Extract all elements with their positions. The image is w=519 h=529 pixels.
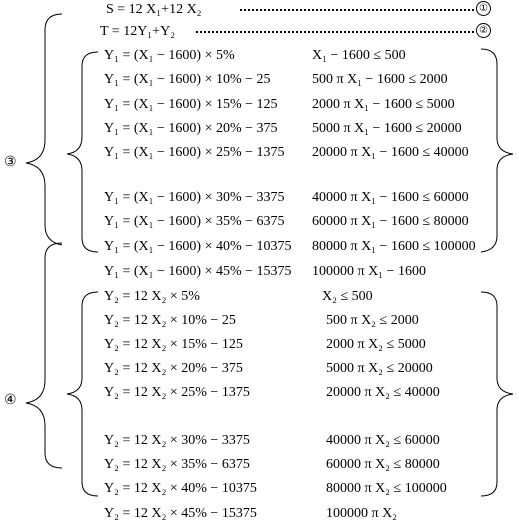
y2-formula: Y₂ = 12 X₂ × 45% − 15375 <box>104 506 257 521</box>
y1-condition: 2000 π X₁ − 1600 ≤ 5000 <box>312 97 455 112</box>
y2-formula: Y₂ = 12 X₂ × 35% − 6375 <box>104 457 250 472</box>
y1-condition: X₁ − 1600 ≤ 500 <box>312 48 406 63</box>
inner-right-brace-y2 <box>481 292 513 496</box>
y1-condition: 60000 π X₁ − 1600 ≤ 80000 <box>312 214 469 229</box>
y1-formula: Y₁ = (X₁ − 1600) × 15% − 125 <box>104 97 278 112</box>
y1-condition: 40000 π X₁ − 1600 ≤ 60000 <box>312 190 469 205</box>
equation-s: S = 12 X₁+12 X₂ <box>106 2 202 17</box>
leader-dots-2 <box>196 31 474 33</box>
y2-formula: Y₂ = 12 X₂ × 30% − 3375 <box>104 433 250 448</box>
y2-formula: Y₂ = 12 X₂ × 10% − 25 <box>104 313 236 328</box>
y1-formula: Y₁ = (X₁ − 1600) × 40% − 10375 <box>104 239 292 254</box>
y1-condition: 100000 π X₁ − 1600 <box>312 264 426 279</box>
y2-condition: 20000 π X₂ ≤ 40000 <box>326 385 440 400</box>
y1-formula: Y₁ = (X₁ − 1600) × 25% − 1375 <box>104 145 285 160</box>
group-label-3: ③ <box>4 155 17 170</box>
y1-condition: 5000 π X₁ − 1600 ≤ 20000 <box>312 121 462 136</box>
y1-formula: Y₁ = (X₁ − 1600) × 35% − 6375 <box>104 214 285 229</box>
y1-formula: Y₁ = (X₁ − 1600) × 20% − 375 <box>104 121 278 136</box>
y2-condition: 5000 π X₂ ≤ 20000 <box>326 361 433 376</box>
y1-condition: 20000 π X₁ − 1600 ≤ 40000 <box>312 145 469 160</box>
y2-condition: 40000 π X₂ ≤ 60000 <box>326 433 440 448</box>
left-brace-group3 <box>26 14 62 245</box>
inner-left-brace-y1 <box>67 52 98 252</box>
equation-t: T = 12Y₁+Y₂ <box>100 24 176 39</box>
y2-formula: Y₂ = 12 X₂ × 40% − 10375 <box>104 481 257 496</box>
inner-left-brace-y2 <box>67 292 98 496</box>
group-label-4: ④ <box>4 393 17 408</box>
y2-condition: 2000 π X₂ ≤ 5000 <box>326 337 426 352</box>
leader-dots-1 <box>240 9 474 11</box>
y2-condition: 500 π X₂ ≤ 2000 <box>326 313 419 328</box>
marker-2: ② <box>476 23 491 38</box>
y1-condition: 80000 π X₁ − 1600 ≤ 100000 <box>312 239 476 254</box>
y2-condition: 60000 π X₂ ≤ 80000 <box>326 457 440 472</box>
left-brace-group4 <box>26 243 62 468</box>
y1-condition: 500 π X₁ − 1600 ≤ 2000 <box>312 72 448 87</box>
y2-formula: Y₂ = 12 X₂ × 25% − 1375 <box>104 385 250 400</box>
y2-formula: Y₂ = 12 X₂ × 5% <box>104 289 200 304</box>
y2-condition: 100000 π X₂ <box>326 506 398 521</box>
y1-formula: Y₁ = (X₁ − 1600) × 10% − 25 <box>104 72 271 87</box>
y1-formula: Y₁ = (X₁ − 1600) × 45% − 15375 <box>104 264 292 279</box>
y2-formula: Y₂ = 12 X₂ × 15% − 125 <box>104 337 243 352</box>
y2-condition: X₂ ≤ 500 <box>322 289 373 304</box>
y2-condition: 80000 π X₂ ≤ 100000 <box>326 481 447 496</box>
y2-formula: Y₂ = 12 X₂ × 20% − 375 <box>104 361 243 376</box>
y1-formula: Y₁ = (X₁ − 1600) × 5% <box>104 48 235 63</box>
marker-1: ① <box>476 1 491 16</box>
y1-formula: Y₁ = (X₁ − 1600) × 30% − 3375 <box>104 190 285 205</box>
